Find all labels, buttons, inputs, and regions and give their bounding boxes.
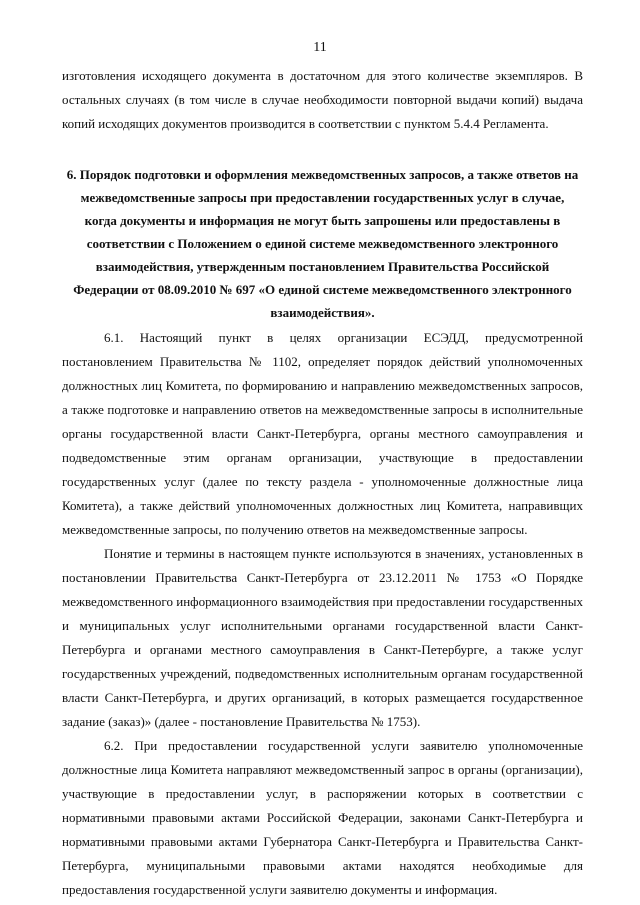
document-body — [62, 64, 583, 902]
intro-paragraph: изготовления исходящего документа в достаточном для этого количестве экземпляров. В остальных случаях (в том числе в случае необходимости повторной выдачи копий) выдача копий исходящих документов производится в соответствии с пунктом 5.4.4 Регламента. — [62, 68, 583, 131]
paragraph-6-2: 6.2. При предоставлении государственной услуги заявителю уполномоченные должностные лица Комитета направляют межведомственный запрос в органы (организации), участвующие в предоставлении услуг, в распоряжении которых в соответствии с нормативными правовыми актами Российской Федерации, законами Санкт-Петербурга и нормативными правовыми актами Губернатора Санкт-Петербурга и Правительства Санкт-Петербурга, муниципальными правовыми актами находятся необходимые для предоставления государственной услуги заявителю документы и информация. — [62, 738, 583, 897]
paragraph-6-1: 6.1. Настоящий пункт в целях организации ЕСЭДД, предусмотренной постановлением Правительства № 1102, определяет порядок действий уполномоченных должностных лиц Комитета, по формированию и направлению межведомственных запросов, а также подготовке и направлению ответов на межведомственные запросы в исполнительные органы государственной власти Санкт-Петербурга, органы местного самоуправления и подведомственные этим органам организации, участвующие в предоставлении государственных услуг (далее по тексту раздела - уполномоченные должностные лица Комитета), а также действий уполномоченных должностных лиц Комитета, направивщих межведомственные запросы, по получению ответов на межведомственные запросы. — [62, 330, 583, 537]
section-heading: 6. Порядок подготовки и оформления межведомственных запросов, а также ответов на межведомственные запросы при предоставлении государственных услуг в случае, когда документы и информация не могут быть запрошены или предоставлены в соответствии с Положением о единой системе межведомственного электронного взаимодействия, утвержденным постановлением Правительства Российской Федерации от 08.09.2010 № 697 «О единой системе межведомственного электронного взаимодействия». — [66, 167, 579, 320]
paragraph-definitions: Понятие и термины в настоящем пункте используются в значениях, установленных в постановлении Правительства Санкт-Петербурга от 23.12.2011 № 1753 «О Порядке межведомственного информационного взаимодействия при предоставлении государственных и муниципальных услуг исполнительными органами государственной власти Санкт-Петербурга и органами местного самоуправления в Санкт-Петербурге, а также услуг государственных учреждений, подведомственных исполнительным органам государственной власти Санкт-Петербурга, и других организаций, в которых размещается государственное задание (заказ)» (далее - постановление Правительства № 1753). — [62, 546, 583, 729]
page-number: 11 — [313, 40, 327, 55]
